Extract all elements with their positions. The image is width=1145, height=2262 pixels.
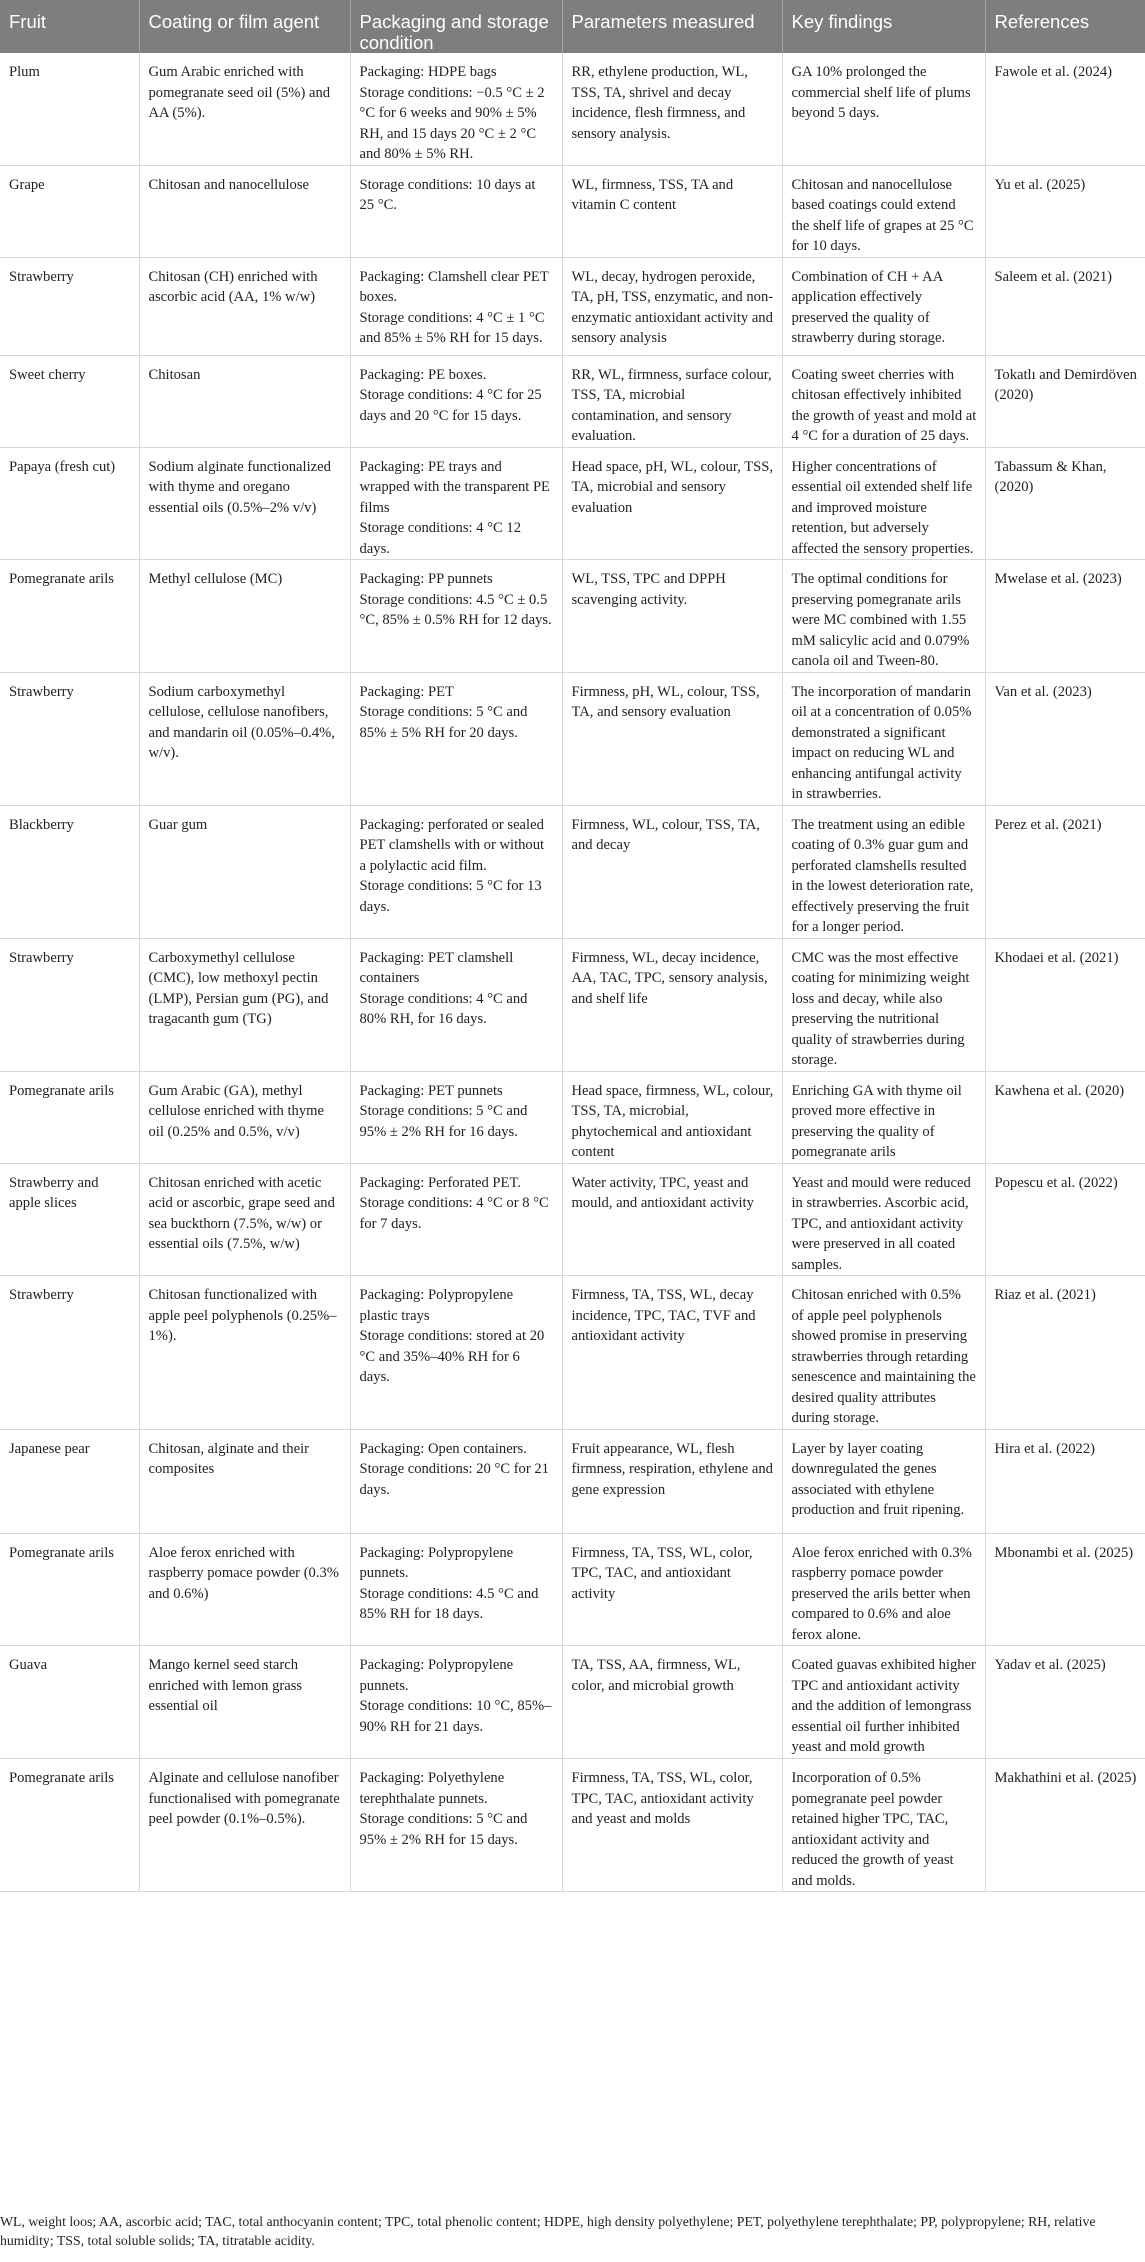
table-header	[0, 0, 1145, 53]
cell-key-findings: The incorporation of mandarin oil at a concentration of 0.05% demonstrated a significant impact on reducing WL and enhancing antifungal activity in strawberries.	[782, 672, 985, 805]
cell-packaging-storage: Packaging: Clamshell clear PET boxes. Storage conditions: 4 °C ± 1 °C and 85% ± 5% RH for 15 days.	[350, 257, 562, 355]
cell-reference: Tabassum & Khan, (2020)	[985, 447, 1145, 560]
table-row	[0, 938, 1145, 1071]
cell-reference: Perez et al. (2021)	[985, 805, 1145, 938]
cell-reference: Popescu et al. (2022)	[985, 1163, 1145, 1276]
cell-key-findings: Coated guavas exhibited higher TPC and antioxidant activity and the addition of lemongrass essential oil further inhibited yeast and mold growth	[782, 1646, 985, 1759]
cell-parameters: Firmness, TA, TSS, WL, color, TPC, TAC, and antioxidant activity	[562, 1533, 782, 1646]
cell-key-findings: Incorporation of 0.5% pomegranate peel powder retained higher TPC, TAC, antioxidant activity and reduced the growth of yeast and molds.	[782, 1759, 985, 1892]
cell-packaging-storage: Packaging: Open containers. Storage conditions: 20 °C for 21 days.	[350, 1429, 562, 1533]
cell-packaging-storage: Packaging: PET clamshell containers Storage conditions: 4 °C and 80% RH, for 16 days.	[350, 938, 562, 1071]
table-row	[0, 257, 1145, 355]
cell-fruit: Pomegranate arils	[0, 1533, 139, 1646]
cell-fruit: Japanese pear	[0, 1429, 139, 1533]
cell-reference: Makhathini et al. (2025)	[985, 1759, 1145, 1892]
cell-parameters: Firmness, TA, TSS, WL, color, TPC, TAC, antioxidant activity and yeast and molds	[562, 1759, 782, 1892]
cell-fruit: Plum	[0, 53, 139, 165]
cell-parameters: Fruit appearance, WL, flesh firmness, respiration, ethylene and gene expression	[562, 1429, 782, 1533]
cell-packaging-storage: Packaging: Perforated PET. Storage conditions: 4 °C or 8 °C for 7 days.	[350, 1163, 562, 1276]
cell-fruit: Papaya (fresh cut)	[0, 447, 139, 560]
cell-coating-agent: Sodium carboxymethyl cellulose, cellulose nanofibers, and mandarin oil (0.05%–0.4%, w/v).	[139, 672, 350, 805]
table-row	[0, 805, 1145, 938]
cell-packaging-storage: Storage conditions: 10 days at 25 °C.	[350, 165, 562, 257]
cell-parameters: RR, WL, firmness, surface colour, TSS, TA, microbial contamination, and sensory evaluation.	[562, 355, 782, 447]
cell-packaging-storage: Packaging: Polypropylene plastic trays Storage conditions: stored at 20 °C and 35%–40% RH for 6 days.	[350, 1276, 562, 1430]
cell-fruit: Pomegranate arils	[0, 1759, 139, 1892]
table-row	[0, 1163, 1145, 1276]
header-fruit: Fruit	[0, 0, 139, 53]
cell-parameters: Water activity, TPC, yeast and mould, and antioxidant activity	[562, 1163, 782, 1276]
cell-key-findings: Enriching GA with thyme oil proved more effective in preserving the quality of pomegranate arils	[782, 1071, 985, 1163]
cell-packaging-storage: Packaging: PE trays and wrapped with the transparent PE films Storage conditions: 4 °C 12 days.	[350, 447, 562, 560]
cell-coating-agent: Mango kernel seed starch enriched with lemon grass essential oil	[139, 1646, 350, 1759]
cell-reference: Yu et al. (2025)	[985, 165, 1145, 257]
cell-packaging-storage: Packaging: PP punnets Storage conditions: 4.5 °C ± 0.5 °C, 85% ± 0.5% RH for 12 days.	[350, 560, 562, 673]
cell-packaging-storage: Packaging: HDPE bags Storage conditions: −0.5 °C ± 2 °C for 6 weeks and 90% ± 5% RH, and 15 days 20 °C ± 2 °C and 80% ± 5% RH.	[350, 53, 562, 165]
cell-parameters: Firmness, pH, WL, colour, TSS, TA, and sensory evaluation	[562, 672, 782, 805]
cell-reference: Tokatlı and Demirdöven (2020)	[985, 355, 1145, 447]
table-row	[0, 560, 1145, 673]
cell-fruit: Strawberry	[0, 938, 139, 1071]
cell-parameters: Head space, pH, WL, colour, TSS, TA, microbial and sensory evaluation	[562, 447, 782, 560]
header-key-findings: Key findings	[782, 0, 985, 53]
cell-coating-agent: Guar gum	[139, 805, 350, 938]
cell-key-findings: Higher concentrations of essential oil extended shelf life and improved moisture retention, but adversely affected the sensory properties.	[782, 447, 985, 560]
cell-fruit: Blackberry	[0, 805, 139, 938]
cell-fruit: Grape	[0, 165, 139, 257]
cell-reference: Hira et al. (2022)	[985, 1429, 1145, 1533]
table-footnote: WL, weight loos; AA, ascorbic acid; TAC, total anthocyanin content; TPC, total phenolic content; HDPE, high density polyethylene; PET, polyethylene terephthalate; PP, polypropylene; RH, relative humidity; TSS, total soluble solids; TA, titratable acidity.	[0, 2214, 1096, 2248]
cell-parameters: Firmness, WL, decay incidence, AA, TAC, TPC, sensory analysis, and shelf life	[562, 938, 782, 1071]
cell-key-findings: GA 10% prolonged the commercial shelf life of plums beyond 5 days.	[782, 53, 985, 165]
cell-coating-agent: Gum Arabic (GA), methyl cellulose enriched with thyme oil (0.25% and 0.5%, v/v)	[139, 1071, 350, 1163]
cell-coating-agent: Chitosan, alginate and their composites	[139, 1429, 350, 1533]
header-row	[0, 0, 1145, 53]
cell-coating-agent: Gum Arabic enriched with pomegranate seed oil (5%) and AA (5%).	[139, 53, 350, 165]
cell-reference: Fawole et al. (2024)	[985, 53, 1145, 165]
cell-reference: Van et al. (2023)	[985, 672, 1145, 805]
cell-parameters: Firmness, TA, TSS, WL, decay incidence, TPC, TAC, TVF and antioxidant activity	[562, 1276, 782, 1430]
cell-parameters: WL, firmness, TSS, TA and vitamin C content	[562, 165, 782, 257]
cell-reference: Saleem et al. (2021)	[985, 257, 1145, 355]
cell-fruit: Sweet cherry	[0, 355, 139, 447]
header-coating-agent: Coating or film agent	[139, 0, 350, 53]
cell-coating-agent: Alginate and cellulose nanofiber functionalised with pomegranate peel powder (0.1%–0.5%).	[139, 1759, 350, 1892]
table-row	[0, 672, 1145, 805]
cell-fruit: Strawberry	[0, 1276, 139, 1430]
cell-parameters: RR, ethylene production, WL, TSS, TA, shrivel and decay incidence, flesh firmness, and sensory analysis.	[562, 53, 782, 165]
cell-parameters: WL, TSS, TPC and DPPH scavenging activity.	[562, 560, 782, 673]
cell-reference: Khodaei et al. (2021)	[985, 938, 1145, 1071]
cell-packaging-storage: Packaging: PET punnets Storage conditions: 5 °C and 95% ± 2% RH for 16 days.	[350, 1071, 562, 1163]
cell-coating-agent: Chitosan (CH) enriched with ascorbic acid (AA, 1% w/w)	[139, 257, 350, 355]
cell-parameters: WL, decay, hydrogen peroxide, TA, pH, TSS, enzymatic, and non-enzymatic antioxidant activity and sensory analysis	[562, 257, 782, 355]
cell-reference: Riaz et al. (2021)	[985, 1276, 1145, 1430]
table-row	[0, 1759, 1145, 1892]
cell-reference: Yadav et al. (2025)	[985, 1646, 1145, 1759]
cell-coating-agent: Sodium alginate functionalized with thyme and oregano essential oils (0.5%–2% v/v)	[139, 447, 350, 560]
table-row	[0, 1071, 1145, 1163]
cell-coating-agent: Chitosan enriched with acetic acid or ascorbic, grape seed and sea buckthorn (7.5%, w/w) or essential oils (7.5%, w/w)	[139, 1163, 350, 1276]
cell-reference: Mbonambi et al. (2025)	[985, 1533, 1145, 1646]
cell-key-findings: The treatment using an edible coating of 0.3% guar gum and perforated clamshells resulted in the lowest deterioration rate, effectively preserving the fruit for a longer period.	[782, 805, 985, 938]
cell-fruit: Guava	[0, 1646, 139, 1759]
cell-key-findings: Aloe ferox enriched with 0.3% raspberry pomace powder preserved the arils better when compared to 0.6% and aloe ferox alone.	[782, 1533, 985, 1646]
cell-coating-agent: Chitosan and nanocellulose	[139, 165, 350, 257]
cell-parameters: TA, TSS, AA, firmness, WL, color, and microbial growth	[562, 1646, 782, 1759]
cell-fruit: Pomegranate arils	[0, 560, 139, 673]
table-row	[0, 1276, 1145, 1430]
cell-packaging-storage: Packaging: PET Storage conditions: 5 °C and 85% ± 5% RH for 20 days.	[350, 672, 562, 805]
cell-key-findings: The optimal conditions for preserving pomegranate arils were MC combined with 1.55 mM salicylic acid and 0.079% canola oil and Tween-80.	[782, 560, 985, 673]
table-row	[0, 1533, 1145, 1646]
cell-fruit: Strawberry	[0, 257, 139, 355]
cell-coating-agent: Carboxymethyl cellulose (CMC), low methoxyl pectin (LMP), Persian gum (PG), and tragacanth gum (TG)	[139, 938, 350, 1071]
cell-key-findings: Combination of CH + AA application effectively preserved the quality of strawberry during storage.	[782, 257, 985, 355]
cell-key-findings: Coating sweet cherries with chitosan effectively inhibited the growth of yeast and mold at 4 °C for a duration of 25 days.	[782, 355, 985, 447]
table-row	[0, 355, 1145, 447]
header-packaging-storage: Packaging and storage condition	[350, 0, 562, 53]
cell-packaging-storage: Packaging: Polyethylene terephthalate punnets. Storage conditions: 5 °C and 95% ± 2% RH for 15 days.	[350, 1759, 562, 1892]
cell-fruit: Strawberry	[0, 672, 139, 805]
cell-key-findings: Yeast and mould were reduced in strawberries. Ascorbic acid, TPC, and antioxidant activity were preserved in all coated samples.	[782, 1163, 985, 1276]
table-row	[0, 165, 1145, 257]
cell-parameters: Head space, firmness, WL, colour, TSS, TA, microbial, phytochemical and antioxidant content	[562, 1071, 782, 1163]
table-row	[0, 447, 1145, 560]
table-row	[0, 53, 1145, 165]
header-references: References	[985, 0, 1145, 53]
cell-key-findings: Chitosan enriched with 0.5% of apple peel polyphenols showed promise in preserving strawberries through retarding senescence and maintaining the desired quality attributes during storage.	[782, 1276, 985, 1430]
cell-parameters: Firmness, WL, colour, TSS, TA, and decay	[562, 805, 782, 938]
cell-reference: Mwelase et al. (2023)	[985, 560, 1145, 673]
cell-packaging-storage: Packaging: perforated or sealed PET clamshells with or without a polylactic acid film. Storage conditions: 5 °C for 13 days.	[350, 805, 562, 938]
cell-coating-agent: Chitosan functionalized with apple peel polyphenols (0.25%–1%).	[139, 1276, 350, 1430]
cell-coating-agent: Aloe ferox enriched with raspberry pomace powder (0.3% and 0.6%)	[139, 1533, 350, 1646]
cell-key-findings: CMC was the most effective coating for minimizing weight loss and decay, while also preserving the nutritional quality of strawberries during storage.	[782, 938, 985, 1071]
table-body	[0, 53, 1145, 1892]
cell-reference: Kawhena et al. (2020)	[985, 1071, 1145, 1163]
header-parameters: Parameters measured	[562, 0, 782, 53]
cell-packaging-storage: Packaging: PE boxes. Storage conditions: 4 °C for 25 days and 20 °C for 15 days.	[350, 355, 562, 447]
table-row	[0, 1646, 1145, 1759]
cell-coating-agent: Methyl cellulose (MC)	[139, 560, 350, 673]
cell-fruit: Strawberry and apple slices	[0, 1163, 139, 1276]
cell-packaging-storage: Packaging: Polypropylene punnets. Storage conditions: 4.5 °C and 85% RH for 18 days.	[350, 1533, 562, 1646]
cell-coating-agent: Chitosan	[139, 355, 350, 447]
cell-key-findings: Chitosan and nanocellulose based coatings could extend the shelf life of grapes at 25 °C for 10 days.	[782, 165, 985, 257]
table-row	[0, 1429, 1145, 1533]
cell-key-findings: Layer by layer coating downregulated the genes associated with ethylene production and fruit ripening.	[782, 1429, 985, 1533]
cell-fruit: Pomegranate arils	[0, 1071, 139, 1163]
cell-packaging-storage: Packaging: Polypropylene punnets. Storage conditions: 10 °C, 85%–90% RH for 21 days.	[350, 1646, 562, 1759]
